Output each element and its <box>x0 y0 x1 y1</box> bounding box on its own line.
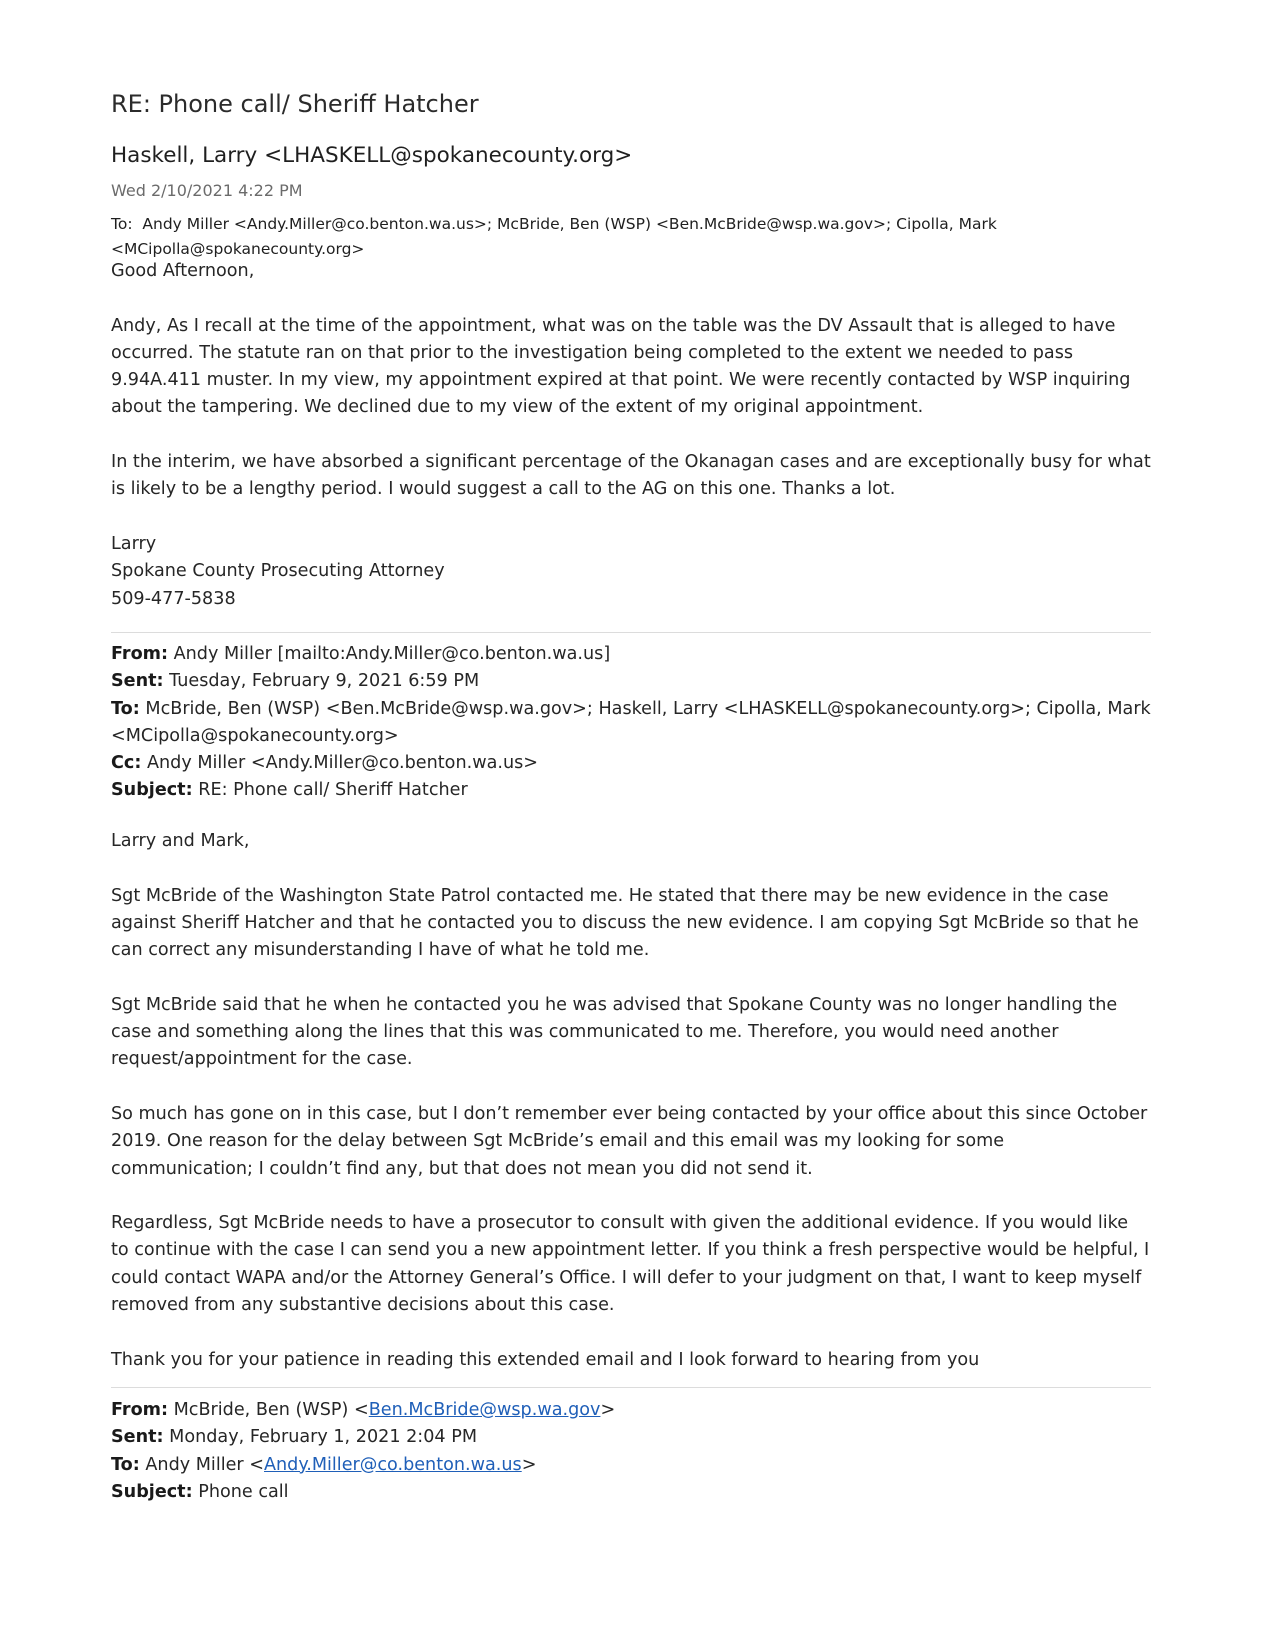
quoted-2-to-email-link[interactable]: Andy.Miller@co.benton.wa.us <box>264 1454 522 1475</box>
reply-greeting: Good Afternoon, <box>111 261 255 281</box>
quoted-1-greeting: Larry and Mark, <box>111 831 250 851</box>
quoted-email-1-header <box>111 641 1151 805</box>
quoted-1-paragraph-2: Sgt McBride said that he when he contacted you he was advised that Spokane County was no longer handling the case and something along the lines that this was communicated to me. Therefore, you would need another request/appointment for the case. <box>111 994 1118 1070</box>
quoted-1-to: To: McBride, Ben (WSP) <Ben.McBride@wsp.wa.gov>; Haskell, Larry <LHASKELL@spokanecounty.org>; Cipolla, Mark <MCipolla@spokanecounty.org> <box>111 698 1151 746</box>
quoted-1-paragraph-1: Sgt McBride of the Washington State Patrol contacted me. He stated that there may be new evidence in the case against Sheriff Hatcher and that he contacted you to discuss the new evidence. I am copying Sgt McBride so that he can correct any misunderstanding I have of what he told me. <box>111 885 1139 961</box>
email-sender: Haskell, Larry <LHASKELL@spokanecounty.org> <box>111 143 633 168</box>
to-value: Andy Miller <Andy.Miller@co.benton.wa.us>; McBride, Ben (WSP) <Ben.McBride@wsp.wa.gov>; Cipolla, Mark <MCipolla@spokanecounty.org> <box>111 215 997 258</box>
email-subject-title: RE: Phone call/ Sheriff Hatcher <box>111 90 479 118</box>
quoted-2-from-email-link[interactable]: Ben.McBride@wsp.wa.gov <box>368 1400 601 1420</box>
quoted-2-to: To: Andy Miller <Andy.Miller@co.benton.wa.us> <box>111 1454 537 1475</box>
quoted-2-subject: Subject: Phone call <box>111 1481 289 1502</box>
quoted-email-1-body <box>111 828 1151 1374</box>
quoted-1-cc: Cc: Andy Miller <Andy.Miller@co.benton.wa.us> <box>111 753 539 774</box>
signature-title: Spokane County Prosecuting Attorney <box>111 561 445 582</box>
reply-body <box>111 258 1151 613</box>
email-date: Wed 2/10/2021 4:22 PM <box>111 181 303 200</box>
reply-paragraph-1: Andy, As I recall at the time of the appointment, what was on the table was the DV Assault that is alleged to have occurred. The statute ran on that prior to the investigation being completed to the extent we needed to pass 9.94A.411 muster. In my view, my appointment expired at that point. We were recently contacted by WSP inquiring about the tampering. We declined due to my view of the extent of my original appointment. <box>111 315 1131 418</box>
reply-paragraph-2: In the interim, we have absorbed a significant percentage of the Okanagan cases and are exceptionally busy for what is likely to be a lengthy period. I would suggest a call to the AG on this one. Thanks a lot. <box>111 452 1151 500</box>
quote-divider-2 <box>111 1387 1151 1388</box>
to-label: To: <box>111 215 133 233</box>
quoted-1-paragraph-4: Regardless, Sgt McBride needs to have a prosecutor to consult with given the additional evidence. If you would like to continue with the case I can send you a new appointment letter. If you think a fresh perspective would be helpful, I could contact WAPA and/or the Attorney General’s Office. I will defer to your judgment on that, I want to keep myself removed from any substantive decisions about this case. <box>111 1213 1150 1316</box>
quoted-1-sent: Sent: Tuesday, February 9, 2021 6:59 PM <box>111 671 480 692</box>
quoted-1-subject: Subject: RE: Phone call/ Sheriff Hatcher <box>111 780 468 801</box>
quoted-1-paragraph-5: Thank you for your patience in reading this extended email and I look forward to hearing from you <box>111 1349 980 1370</box>
quoted-email-2-header <box>111 1397 1151 1506</box>
quoted-2-sent: Sent: Monday, February 1, 2021 2:04 PM <box>111 1427 478 1448</box>
quoted-1-paragraph-3: So much has gone on in this case, but I don’t remember ever being contacted by your office about this since October 2019. One reason for the delay between Sgt McBride’s email and this email was my looking for some communication; I couldn’t find any, but that does not mean you did not send it. <box>111 1103 1148 1179</box>
signature-phone: 509-477-5838 <box>111 588 236 609</box>
quoted-2-from: From: McBride, Ben (WSP) <Ben.McBride@wsp.wa.gov> <box>111 1400 616 1420</box>
quote-divider-1 <box>111 632 1151 633</box>
quoted-1-from: From: Andy Miller [mailto:Andy.Miller@co.benton.wa.us] <box>111 644 611 664</box>
email-recipients <box>111 212 1151 261</box>
signature-name: Larry <box>111 533 157 554</box>
